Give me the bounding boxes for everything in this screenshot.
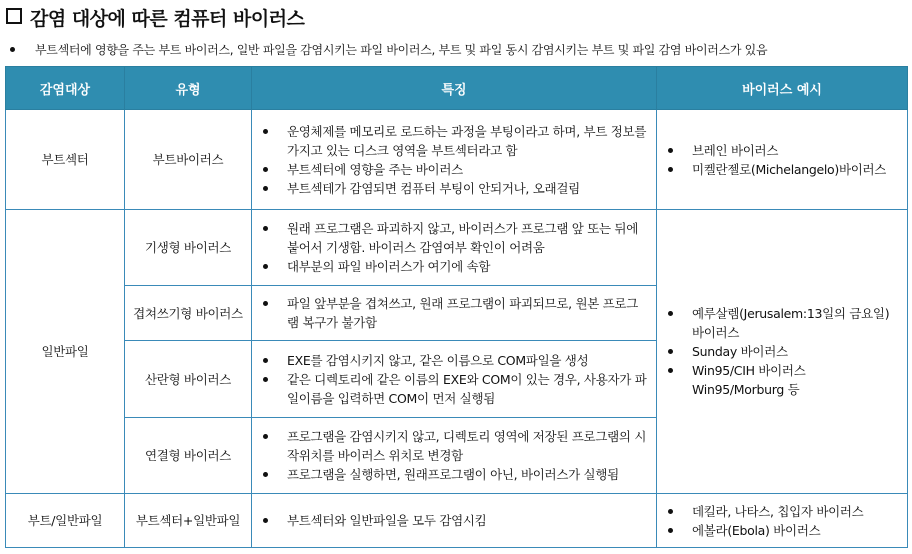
page-title xyxy=(6,4,304,31)
features-cell xyxy=(252,418,657,494)
features-cell xyxy=(252,494,657,548)
header-row xyxy=(6,67,908,110)
features-cell xyxy=(252,286,657,341)
example-item: 브레인 바이러스 xyxy=(658,141,898,160)
example-item: 에볼라(Ebola) 바이러스 xyxy=(658,521,898,540)
feature-item: 부트섹테가 감염되면 컴퓨터 부팅이 안되거나, 오래걸림 xyxy=(253,179,647,198)
examples-cell xyxy=(657,210,908,494)
bullet-icon xyxy=(10,47,15,52)
target-cell: 부트/일반파일 xyxy=(6,494,125,548)
page-title-text: 감염 대상에 따른 컴퓨터 바이러스 xyxy=(30,8,305,30)
example-item: Sunday 바이러스 xyxy=(658,342,898,361)
type-cell: 겹쳐쓰기형 바이러스 xyxy=(125,286,252,341)
feature-item: EXE를 감염시키지 않고, 같은 이름으로 COM파일을 생성 xyxy=(253,351,647,370)
type-cell: 부트바이러스 xyxy=(125,110,252,210)
header-examples: 바이러스 예시 xyxy=(657,67,908,110)
feature-item: 부트섹터에 영향을 주는 바이러스 xyxy=(253,160,647,179)
feature-item: 프로그램을 실행하면, 원래프로그램이 아닌, 바이러스가 실행됨 xyxy=(253,465,647,484)
header-target: 감염대상 xyxy=(6,67,125,110)
feature-item: 부트섹터와 일반파일을 모두 감염시킴 xyxy=(253,511,647,530)
virus-table xyxy=(5,66,908,548)
features-cell xyxy=(252,341,657,418)
example-item: 예루살렘(Jerusalem:13일의 금요일) 바이러스 xyxy=(658,304,898,342)
type-cell: 산란형 바이러스 xyxy=(125,341,252,418)
features-cell xyxy=(252,110,657,210)
examples-cell xyxy=(657,110,908,210)
target-cell: 부트섹터 xyxy=(6,110,125,210)
header-features: 특징 xyxy=(252,67,657,110)
type-cell: 연결형 바이러스 xyxy=(125,418,252,494)
feature-item: 대부분의 파일 바이러스가 여기에 속함 xyxy=(253,257,647,276)
type-cell: 부트섹터+일반파일 xyxy=(125,494,252,548)
features-cell xyxy=(252,210,657,286)
table-row xyxy=(6,210,908,286)
example-item: 미켈란젤로(Michelangelo)바이러스 xyxy=(658,160,898,179)
feature-item: 운영체제를 메모리로 로드하는 과정을 부팅이라고 하며, 부트 정보를 가지고 있는 디스크 영역을 부트섹터라고 함 xyxy=(253,122,647,160)
examples-cell xyxy=(657,494,908,548)
summary-text: 부트섹터에 영향을 주는 부트 바이러스, 일반 파일을 감염시키는 파일 바이러스, 부트 및 파일 동시 감염시키는 부트 및 파일 감염 바이러스가 있음 xyxy=(35,43,768,57)
type-cell: 기생형 바이러스 xyxy=(125,210,252,286)
feature-item: 원래 프로그램은 파괴하지 않고, 바이러스가 프로그램 앞 또는 뒤에 붙어서 기생함. 바이러스 감염여부 확인이 어려움 xyxy=(253,219,647,257)
checkbox-square-icon xyxy=(6,8,22,24)
example-item: Win95/CIH 바이러스 Win95/Morburg 등 xyxy=(658,361,898,399)
table-row xyxy=(6,110,908,210)
header-type: 유형 xyxy=(125,67,252,110)
feature-item: 프로그램을 감염시키지 않고, 디렉토리 영역에 저장된 프로그램의 시작위치를 바이러스 위치로 변경함 xyxy=(253,427,647,465)
summary-line xyxy=(10,41,767,58)
target-cell: 일반파일 xyxy=(6,210,125,494)
feature-item: 같은 디렉토리에 같은 이름의 EXE와 COM이 있는 경우, 사용자가 파일이름을 입력하면 COM이 먼저 실행됨 xyxy=(253,370,647,408)
example-item: 데킬라, 나타스, 칩입자 바이러스 xyxy=(658,502,898,521)
feature-item: 파일 앞부분을 겹쳐쓰고, 원래 프로그램이 파괴되므로, 원본 프로그램 복구가 불가함 xyxy=(253,294,647,332)
table-row xyxy=(6,494,908,548)
